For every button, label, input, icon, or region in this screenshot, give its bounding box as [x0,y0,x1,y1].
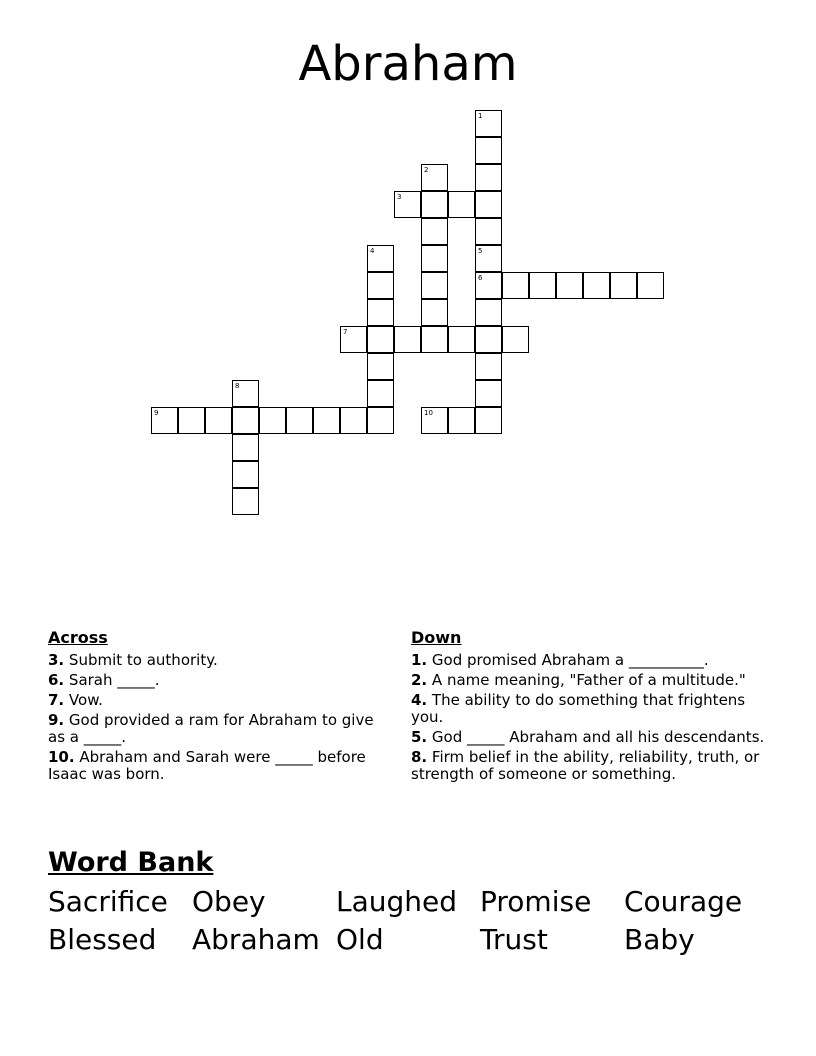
cell-number: 4 [370,247,375,255]
grid-cell[interactable] [475,407,502,434]
grid-cell[interactable] [205,407,232,434]
cell-number: 9 [154,409,159,417]
grid-cell[interactable] [421,272,448,299]
across-heading: Across [48,628,108,647]
grid-cell[interactable] [421,191,448,218]
word-bank-item: Obey [192,885,266,918]
grid-cell[interactable] [313,407,340,434]
grid-cell[interactable] [367,380,394,407]
word-bank-heading: Word Bank [48,847,214,878]
grid-cell[interactable] [340,407,367,434]
grid-cell[interactable] [637,272,664,299]
grid-cell[interactable] [232,380,259,407]
grid-cell[interactable] [475,164,502,191]
word-bank-item: Trust [480,923,548,956]
grid-cell[interactable] [394,191,421,218]
cell-number: 6 [478,274,483,282]
grid-cell[interactable] [475,110,502,137]
grid-cell[interactable] [151,407,178,434]
cell-number: 1 [478,112,483,120]
grid-cell[interactable] [367,353,394,380]
grid-cell[interactable] [475,245,502,272]
grid-cell[interactable] [421,299,448,326]
grid-cell[interactable] [367,407,394,434]
word-bank-item: Promise [480,885,592,918]
clue-down-2: 2. A name meaning, "Father of a multitude." [411,671,746,689]
clue-across-10: 10. Abraham and Sarah were _____ before Isaac was born. [48,748,366,783]
grid-cell[interactable] [232,461,259,488]
clue-down-4: 4. The ability to do something that frightens you. [411,691,746,726]
grid-cell[interactable] [232,488,259,515]
grid-cell[interactable] [394,326,421,353]
grid-cell[interactable] [448,326,475,353]
across-clues [48,629,393,786]
cell-number: 10 [424,409,433,417]
grid-cell[interactable] [475,353,502,380]
grid-cell[interactable] [421,218,448,245]
grid-cell[interactable] [367,245,394,272]
word-bank-item: Sacrifice [48,885,168,918]
grid-cell[interactable] [475,137,502,164]
grid-cell[interactable] [421,326,448,353]
grid-cell[interactable] [610,272,637,299]
cell-number: 2 [424,166,429,174]
grid-cell[interactable] [475,218,502,245]
clue-across-3: 3. Submit to authority. [48,651,218,669]
grid-cell[interactable] [421,407,448,434]
clue-across-9: 9. God provided a ram for Abraham to give as a _____. [48,711,374,746]
word-bank [48,846,768,958]
grid-cell[interactable] [259,407,286,434]
clue-down-5: 5. God _____ Abraham and all his descendants. [411,728,765,746]
grid-cell[interactable] [286,407,313,434]
grid-cell[interactable] [367,299,394,326]
clue-down-1: 1. God promised Abraham a __________. [411,651,709,669]
grid-cell[interactable] [529,272,556,299]
grid-cell[interactable] [556,272,583,299]
grid-cell[interactable] [475,326,502,353]
word-bank-item: Baby [624,923,695,956]
grid-cell[interactable] [367,272,394,299]
cell-number: 5 [478,247,483,255]
clue-across-6: 6. Sarah _____. [48,671,160,689]
grid-cell[interactable] [448,191,475,218]
clue-across-7: 7. Vow. [48,691,103,709]
word-bank-item: Courage [624,885,743,918]
grid-cell[interactable] [502,326,529,353]
word-bank-item: Old [336,923,384,956]
puzzle-title: Abraham [298,36,518,92]
grid-cell[interactable] [475,299,502,326]
grid-cell[interactable] [475,272,502,299]
grid-cell[interactable] [421,245,448,272]
cell-number: 3 [397,193,402,201]
grid-cell[interactable] [178,407,205,434]
grid-cell[interactable] [475,380,502,407]
word-bank-item: Abraham [192,923,320,956]
grid-cell[interactable] [475,191,502,218]
word-bank-item: Blessed [48,923,157,956]
grid-cell[interactable] [421,164,448,191]
grid-cell[interactable] [502,272,529,299]
clue-down-8: 8. Firm belief in the ability, reliability, truth, or strength of someone or something. [411,748,760,783]
cell-number: 7 [343,328,348,336]
grid-cell[interactable] [340,326,367,353]
down-heading: Down [411,628,462,647]
down-clues [411,629,781,786]
grid-cell[interactable] [367,326,394,353]
grid-cell[interactable] [583,272,610,299]
grid-cell[interactable] [232,407,259,434]
cell-number: 8 [235,382,240,390]
grid-cell[interactable] [448,407,475,434]
grid-cell[interactable] [232,434,259,461]
word-bank-item: Laughed [336,885,458,918]
